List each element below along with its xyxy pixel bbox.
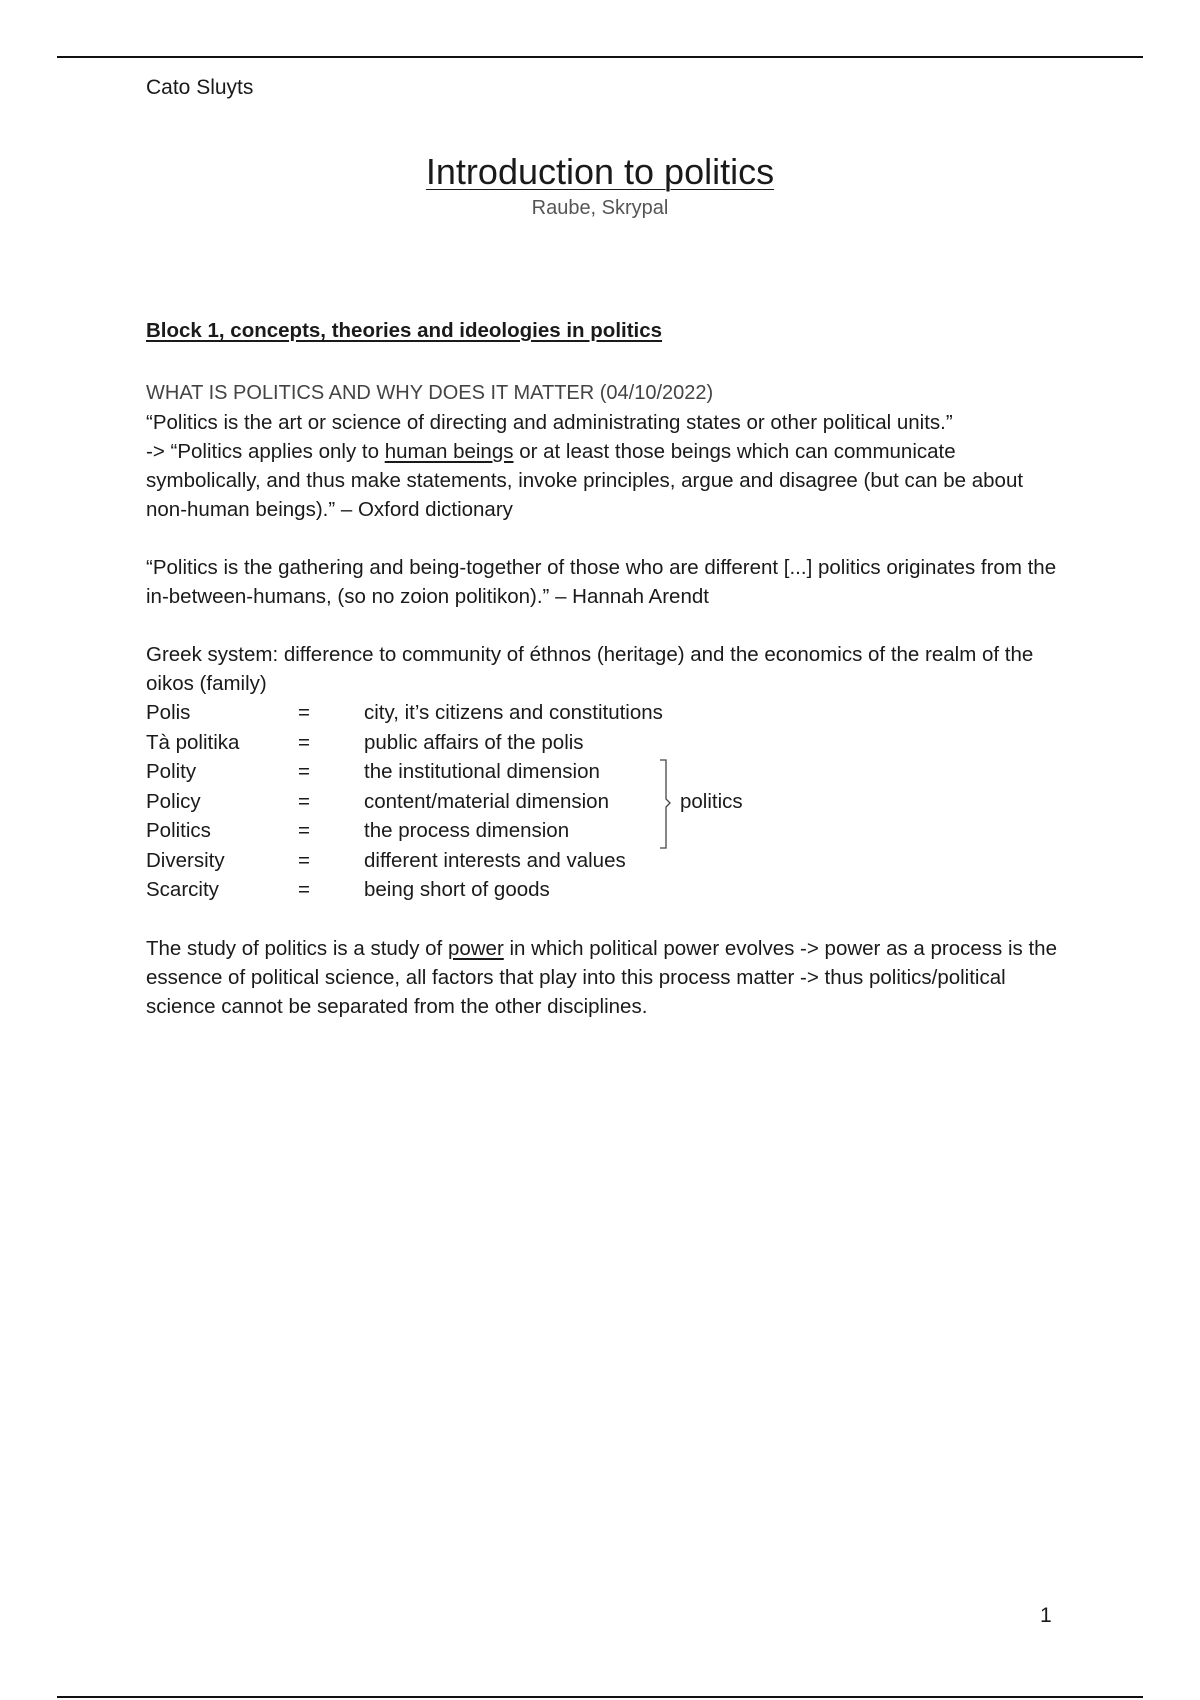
term-name: Policy <box>146 789 201 813</box>
underlined-human-beings: human beings <box>384 440 514 463</box>
bottom-rule <box>57 1696 1143 1698</box>
greek-system-paragraph: Greek system: difference to community of éthnos (heritage) and the economics of the realm of the oikos (family) <box>146 643 1034 695</box>
equals-sign: = <box>298 848 310 872</box>
term-name: Tà politika <box>146 730 240 754</box>
equals-sign: = <box>298 730 310 754</box>
arendt-quote-paragraph: “Politics is the gathering and being-together of those who are different [...] politics originates from the in-between-humans, (so no zoion politikon).” – Hannah Arendt <box>146 556 1057 608</box>
oxford-quote-pre: -> “Politics applies only to <box>146 440 385 463</box>
term-definition: content/material dimension <box>364 789 609 813</box>
term-name: Polis <box>146 701 191 725</box>
power-paragraph-pre: The study of politics is a study of <box>146 936 448 960</box>
oxford-definition-paragraph <box>146 408 1066 524</box>
power-paragraph <box>146 934 1066 1021</box>
equals-sign: = <box>298 701 310 725</box>
equals-sign: = <box>298 760 310 784</box>
oxford-quote-line1: “Politics is the art or science of directing and administrating states or other political units.” <box>146 411 953 434</box>
term-definition-list <box>146 698 1066 905</box>
term-definition: being short of goods <box>364 878 550 902</box>
document-body <box>146 316 1066 1021</box>
author-name: Cato Sluyts <box>146 76 254 99</box>
underlined-power: power <box>447 936 504 960</box>
power-paragraph-post: in which political power evolves -> power as a process is the essence of political science, all factors that play into this process matter -> thus politics/political science cannot be separated from the other disciplines. <box>146 936 1057 1018</box>
term-row <box>146 816 1066 846</box>
page-title <box>0 150 1200 194</box>
top-rule <box>57 56 1143 58</box>
term-definition: public affairs of the polis <box>364 730 584 754</box>
term-definition: city, it’s citizens and constitutions <box>364 701 663 725</box>
term-row <box>146 728 1066 758</box>
term-name: Politics <box>146 819 211 843</box>
term-name: Scarcity <box>146 878 219 902</box>
term-definition: the process dimension <box>364 819 570 843</box>
section-heading: WHAT IS POLITICS AND WHY DOES IT MATTER (04/10/2022) <box>146 382 714 404</box>
term-row <box>146 698 1066 728</box>
page-title-text: Introduction to politics <box>425 151 775 192</box>
term-definition: different interests and values <box>364 848 626 872</box>
politics-bracket-group <box>646 754 896 854</box>
right-bracket-icon <box>646 754 676 854</box>
equals-sign: = <box>298 819 310 843</box>
block-heading: Block 1, concepts, theories and ideologies in politics <box>146 319 663 342</box>
term-row <box>146 846 1066 876</box>
term-row <box>146 757 1066 787</box>
page-subtitle: Raube, Skrypal <box>531 197 669 219</box>
term-row <box>146 875 1066 905</box>
bracket-label: politics <box>680 790 743 813</box>
equals-sign: = <box>298 789 310 813</box>
term-row <box>146 787 1066 817</box>
term-name: Diversity <box>146 848 225 872</box>
oxford-quote-post: or at least those beings which can communicate symbolically, and thus make statements, invoke principles, argue and disagree (but can be about non-human beings).” – Oxford dictionary <box>146 440 1024 521</box>
term-definition: the institutional dimension <box>364 760 600 784</box>
term-name: Polity <box>146 760 197 784</box>
equals-sign: = <box>298 878 310 902</box>
page-number: 1 <box>1040 1604 1052 1627</box>
